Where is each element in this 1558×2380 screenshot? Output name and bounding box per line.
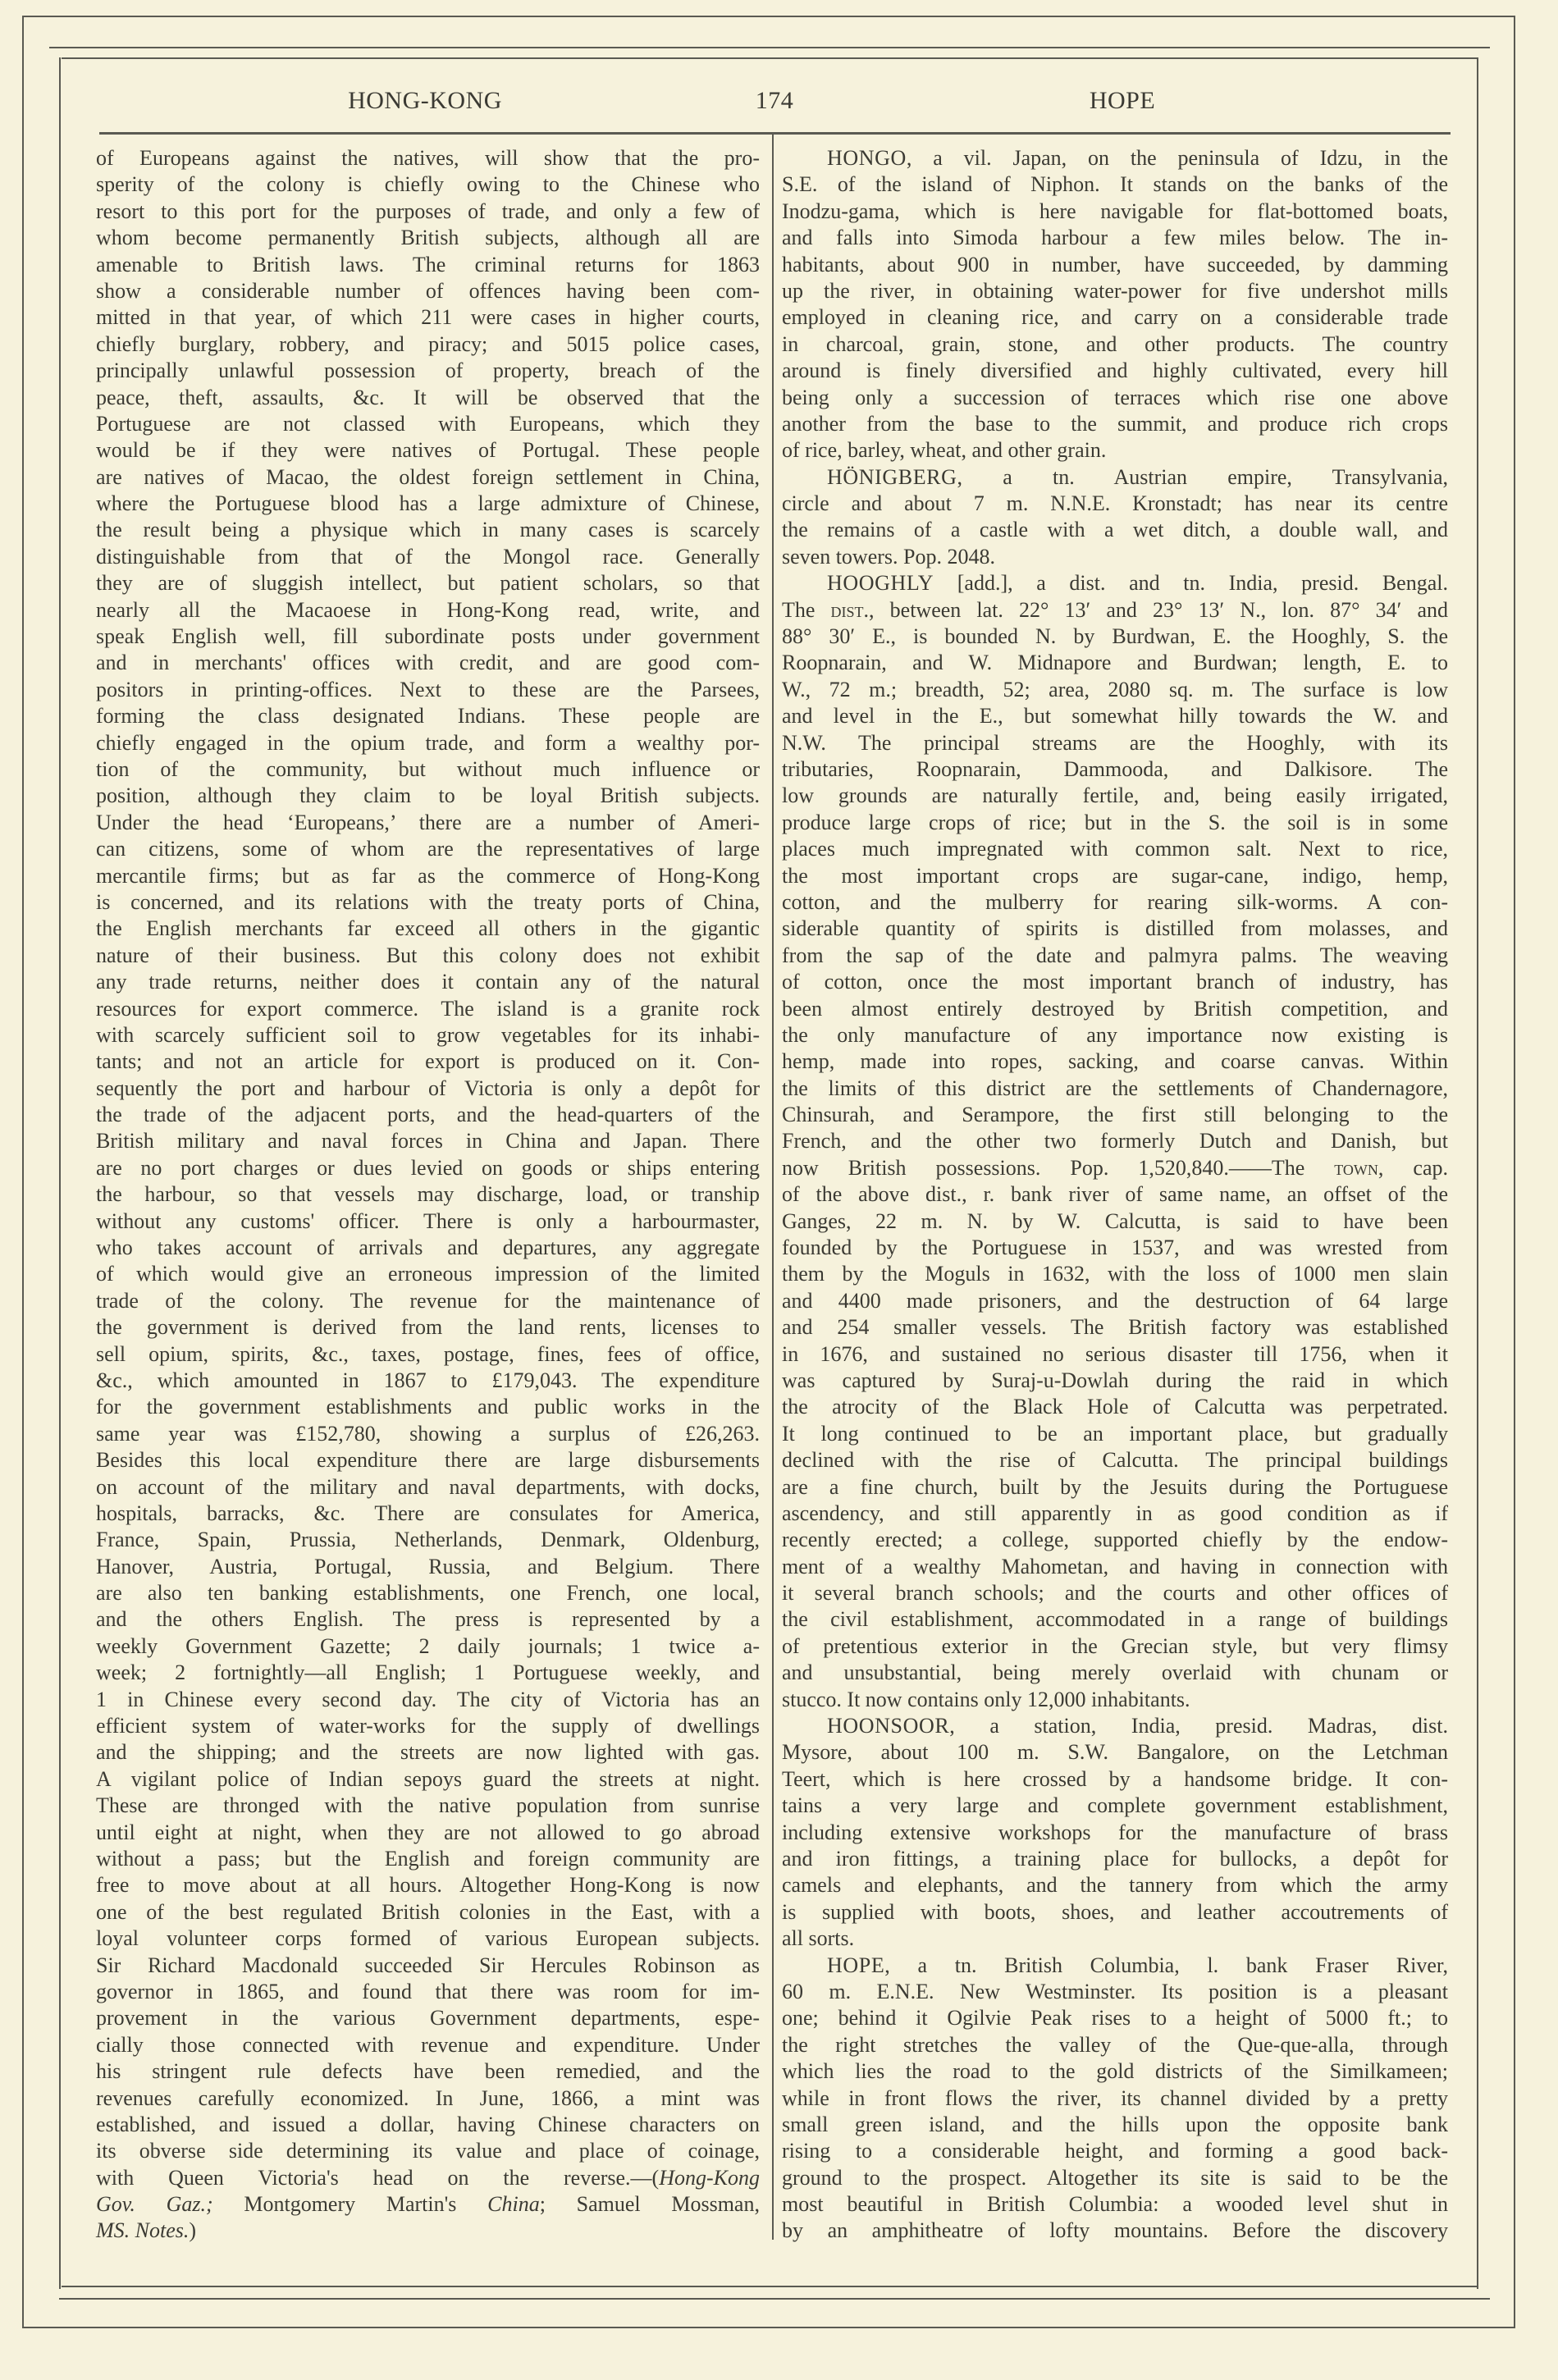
frame-inner-bottom	[62, 2286, 1478, 2287]
text-line: are a fine church, built by the Jesuits during the Portuguese	[782, 1474, 1448, 1499]
text-line: the most important crops are sugar-cane, indigo, hemp,	[782, 863, 1448, 888]
text-line: and in merchants' offices with credit, and are good com-	[96, 651, 760, 675]
text-line: one; behind it Ogilvie Peak rises to a height of 5000 ft.; to	[782, 2006, 1448, 2031]
column-divider	[772, 133, 774, 2240]
text-line: cotton, and the mulberry for rearing silk-worms. A con-	[782, 889, 1448, 914]
text-line: his stringent rule defects have been remedied, and the	[96, 2059, 760, 2084]
text-line: the only manufacture of any importance now existing is	[782, 1022, 1448, 1047]
frame-outer-right	[1514, 16, 1515, 2327]
text-line: most beautiful in British Columbia: a wooded level shut in	[782, 2192, 1448, 2217]
text-line: sperity of the colony is chiefly owing to the Chinese who	[96, 172, 760, 197]
entry-hnigberg	[782, 464, 1448, 571]
text-line: positors in printing-offices. Next to these are the Parsees,	[96, 677, 760, 701]
text-segment: ; Samuel Mossman,	[539, 2192, 760, 2217]
text-line: ment of a wealthy Mahometan, and having in connection with	[782, 1554, 1448, 1578]
text-line: resources for export commerce. The island is a granite rock	[96, 996, 760, 1021]
text-line: loyal volunteer corps formed of various European subjects.	[96, 1926, 760, 1951]
frame-outer-top	[22, 16, 1515, 17]
text-line: trade of the colony. The revenue for the maintenance of	[96, 1288, 760, 1313]
text-line: distinguishable from that of the Mongol race. Generally	[96, 544, 760, 569]
text-line	[96, 2165, 760, 2191]
text-line: one of the best regulated British colonies in the East, with a	[96, 1899, 760, 1924]
text-line: speak English well, fill subordinate posts under government	[96, 624, 760, 649]
text-line: where the Portuguese blood has a large admixture of Chinese,	[96, 491, 760, 516]
text-line: and unsubstantial, being merely overlaid with chunam or	[782, 1661, 1448, 1685]
text-line: hospitals, barracks, &c. There are consulates for America,	[96, 1501, 760, 1525]
text-line: founded by the Portuguese in 1537, and was wrested from	[782, 1236, 1448, 1260]
text-line: siderable quantity of spirits is distilled from molasses, and	[782, 916, 1448, 941]
text-segment: now British possessions. Pop. 1,520,840.——The	[782, 1155, 1335, 1180]
text-line: Sir Richard Macdonald succeeded Sir Hercules Robinson as	[96, 1953, 760, 1977]
text-line: resort to this port for the purposes of trade, and only a few of	[96, 199, 760, 223]
frame-outer-left	[22, 16, 24, 2327]
text-line: These are thronged with the native population from sunrise	[96, 1793, 760, 1818]
text-line: rising to a considerable height, and forming a good back-	[782, 2139, 1448, 2163]
text-line: established, and issued a dollar, having Chinese characters on	[96, 2112, 760, 2136]
text-line: It long continued to be an important place, but gradually	[782, 1421, 1448, 1446]
italic-citation: China	[487, 2192, 540, 2217]
text-line: and 254 smaller vessels. The British factory was established	[782, 1315, 1448, 1340]
text-line: seven towers. Pop. 2048.	[782, 544, 995, 569]
small-caps-term: dist.	[830, 597, 870, 622]
text-line: until eight at night, when they are not allowed to go abroad	[96, 1820, 760, 1844]
text-line: and 4400 made prisoners, and the destruction of 64 large	[782, 1288, 1448, 1313]
text-line: all sorts.	[782, 1926, 855, 1951]
text-line: low grounds are naturally fertile, and, being easily irrigated,	[782, 783, 1448, 808]
text-line: around is finely diversified and highly cultivated, every hill	[782, 359, 1448, 383]
text-line: was captured by Suraj-u-Dowlah during the raid in which	[782, 1368, 1448, 1392]
italic-citation: Gov. Gaz.;	[96, 2192, 213, 2217]
text-line: them by the Moguls in 1632, with the loss of 1000 men slain	[782, 1262, 1448, 1286]
text-line: tributaries, Roopnarain, Dammooda, and Dalkisore. The	[782, 756, 1448, 781]
text-line: of which would give an erroneous impression of the limited	[96, 1262, 760, 1286]
text-line: without a pass; but the English and foreign community are	[96, 1847, 760, 1871]
italic-citation: Hong-Kong	[659, 2165, 760, 2190]
text-line: French, and the other two formerly Dutch and Danish, but	[782, 1129, 1448, 1153]
text-line: 60 m. E.N.E. New Westminster. Its position is a pleasant	[782, 1979, 1448, 2003]
text-line: A vigilant police of Indian sepoys guard the streets at night.	[96, 1766, 760, 1791]
text-line: tants; and not an article for export is produced on it. Con-	[96, 1049, 760, 1074]
left-column	[96, 145, 760, 2245]
text-line: tains a very large and complete government establishment,	[782, 1793, 1448, 1818]
text-line: cially those connected with revenue and expenditure. Under	[96, 2032, 760, 2057]
text-line: in 1676, and sustained no serious disaster till 1756, when it	[782, 1341, 1448, 1366]
text-line: Inodzu-gama, which is here navigable for flat-bottomed boats,	[782, 199, 1448, 223]
text-segment: [add.], a dist. and tn. India, presid. Bengal.	[934, 571, 1448, 596]
text-line: and the shipping; and the streets are now lighted with gas.	[96, 1740, 760, 1765]
frame-inner-right	[1477, 57, 1478, 2289]
text-line: any trade returns, neither does it contain any of the natural	[96, 970, 760, 994]
text-line: is supplied with boots, shoes, and leather accoutrements of	[782, 1899, 1448, 1924]
text-line: from the sap of the date and palmyra palms. The weaving	[782, 943, 1448, 967]
text-line: are also ten banking establishments, one French, one local,	[96, 1581, 760, 1606]
text-line: of Europeans against the natives, will show that the pro-	[96, 146, 760, 170]
text-line	[782, 570, 1448, 596]
text-line: hemp, made into ropes, sacking, and coarse canvas. Within	[782, 1049, 1448, 1074]
text-line: by an amphitheatre of lofty mountains. Before the discovery	[782, 2218, 1448, 2243]
text-segment: , cap.	[1378, 1155, 1448, 1180]
text-segment: , a tn. British Columbia, l. bank Fraser River,	[884, 1953, 1448, 1977]
text-line: stucco. It now contains only 12,000 inhabitants.	[782, 1687, 1190, 1711]
frame-outer-bottom	[22, 2327, 1515, 2328]
text-line: the limits of this district are the settlements of Chandernagore,	[782, 1076, 1448, 1100]
text-line: camels and elephants, and the tannery from which the army	[782, 1873, 1448, 1898]
text-line: and level in the E., but somewhat hilly towards the W. and	[782, 704, 1448, 729]
text-line: of pretentious exterior in the Grecian style, but very flimsy	[782, 1633, 1448, 1658]
text-line: efficient system of water-works for the supply of dwellings	[96, 1714, 760, 1738]
headword: HOPE	[827, 1953, 885, 1977]
text-line	[782, 145, 1448, 171]
page-number: 174	[755, 87, 794, 114]
text-line: mercantile firms; but as far as the commerce of Hong-Kong	[96, 863, 760, 888]
text-line: up the river, in obtaining water-power for five undershot mills	[782, 278, 1448, 303]
text-line: the English merchants far exceed all others in the gigantic	[96, 916, 760, 941]
text-line: employed in cleaning rice, and carry on a considerable trade	[782, 305, 1448, 330]
text-line	[782, 597, 1448, 624]
text-segment: with Queen Victoria's head on the reverse.—(	[96, 2165, 660, 2190]
text-line: principally unlawful possession of property, breach of the	[96, 359, 760, 383]
right-column	[782, 145, 1448, 2245]
text-line: the atrocity of the Black Hole of Calcutta was perpetrated.	[782, 1395, 1448, 1419]
entry-hoonsoor	[782, 1713, 1448, 1953]
text-line: small green island, and the hills upon the opposite bank	[782, 2112, 1448, 2136]
text-line	[782, 1953, 1448, 1979]
text-line: governor in 1865, and found that there was room for im-	[96, 1979, 760, 2003]
text-line: of cotton, once the most important branch of industry, has	[782, 970, 1448, 994]
text-line: show a considerable number of offences having been com-	[96, 278, 760, 303]
text-line: forming the class designated Indians. These people are	[96, 704, 760, 729]
text-line: for the government establishments and public works in the	[96, 1395, 760, 1419]
headword: HÖNIGBERG	[827, 464, 957, 489]
text-line: S.E. of the island of Niphon. It stands on the banks of the	[782, 172, 1448, 197]
text-line: Roopnarain, and W. Midnapore and Burdwan; length, E. to	[782, 651, 1448, 675]
text-line: it several branch schools; and the courts and other offices of	[782, 1581, 1448, 1606]
headword: HOONSOOR	[827, 1714, 950, 1738]
text-line: Besides this local expenditure there are large disbursements	[96, 1448, 760, 1473]
entry-continuation	[96, 145, 760, 2245]
text-line: another from the base to the summit, and produce rich crops	[782, 411, 1448, 436]
header-rule	[99, 132, 1451, 135]
text-line: the harbour, so that vessels may discharge, load, or tranship	[96, 1182, 760, 1207]
text-line: in charcoal, grain, stone, and other products. The country	[782, 331, 1448, 356]
text-line: the civil establishment, accommodated in a range of buildings	[782, 1607, 1448, 1632]
text-segment: , between lat. 22° 13′ and 23° 13′ N., lon. 87° 34′ and	[869, 597, 1448, 622]
text-line: on account of the military and naval departments, with docks,	[96, 1474, 760, 1499]
text-line	[96, 2191, 760, 2218]
entry-hongo	[782, 145, 1448, 464]
text-segment: Montgomery Martin's	[212, 2192, 488, 2217]
text-line: without any customs' officer. There is only a harbourmaster,	[96, 1208, 760, 1233]
text-line: nature of their business. But this colony does not exhibit	[96, 943, 760, 967]
text-line: is concerned, and its relations with the treaty ports of China,	[96, 889, 760, 914]
text-line: recently erected; a college, supported chiefly by the endow-	[782, 1528, 1448, 1552]
text-segment: , a station, India, presid. Madras, dist.	[949, 1714, 1448, 1738]
text-line: whom become permanently British subjects, although all are	[96, 226, 760, 250]
running-head-left: HONG-KONG	[348, 87, 502, 114]
text-segment: , a tn. Austrian empire, Transylvania,	[957, 464, 1448, 489]
text-line: circle and about 7 m. N.N.E. Kronstadt; has near its centre	[782, 491, 1448, 516]
text-line: sell opium, spirits, &c., taxes, postage, fines, fees of office,	[96, 1341, 760, 1366]
entry-hooghly	[782, 570, 1448, 1713]
text-line: same year was £152,780, showing a surplus of £26,263.	[96, 1421, 760, 1446]
text-line: its obverse side determining its value and place of coinage,	[96, 2139, 760, 2163]
text-line: Chinsurah, and Serampore, the first still belonging to the	[782, 1103, 1448, 1127]
text-line: places much impregnated with common salt. Next to rice,	[782, 837, 1448, 861]
frame-inner-top	[62, 57, 1478, 59]
text-line: France, Spain, Prussia, Netherlands, Denmark, Oldenburg,	[96, 1528, 760, 1552]
text-line	[782, 1713, 1448, 1739]
text-line: and the others English. The press is represented by a	[96, 1607, 760, 1632]
text-line	[782, 1155, 1448, 1181]
text-line: are no port charges or dues levied on goods or ships entering	[96, 1155, 760, 1180]
text-line: Portuguese are not classed with Europeans, which they	[96, 411, 760, 436]
text-line: Mysore, about 100 m. S.W. Bangalore, on the Letchman	[782, 1740, 1448, 1765]
text-line: the right stretches the valley of the Que-que-alla, through	[782, 2032, 1448, 2057]
frame-middle-bottom	[59, 2298, 1490, 2300]
text-line: ascendency, and still apparently in as good condition as if	[782, 1501, 1448, 1525]
text-line: Hanover, Austria, Portugal, Russia, and Belgium. There	[96, 1554, 760, 1578]
text-line: weekly Government Gazette; 2 daily journals; 1 twice a-	[96, 1633, 760, 1658]
text-line: can citizens, some of whom are the representatives of large	[96, 837, 760, 861]
text-line: ground to the prospect. Altogether its site is said to be the	[782, 2165, 1448, 2190]
text-line: who takes account of arrivals and departures, any aggregate	[96, 1236, 760, 1260]
text-line: and iron fittings, a training place for bullocks, a depôt for	[782, 1847, 1448, 1871]
text-line: chiefly burglary, robbery, and piracy; and 5015 police cases,	[96, 331, 760, 356]
text-line: of the above dist., r. bank river of same name, an offset of the	[782, 1182, 1448, 1207]
headword: HOOGHLY	[827, 571, 934, 596]
italic-citation: MS. Notes.	[96, 2218, 190, 2243]
text-line: habitants, about 900 in number, have succeeded, by damming	[782, 252, 1448, 276]
text-line: peace, theft, assaults, &c. It will be observed that the	[96, 385, 760, 409]
text-line: the trade of the adjacent ports, and the head-quarters of the	[96, 1103, 760, 1127]
text-line: British military and naval forces in China and Japan. There	[96, 1129, 760, 1153]
text-line: Teert, which is here crossed by a handsome bridge. It con-	[782, 1766, 1448, 1791]
frame-middle-top	[49, 47, 1490, 48]
text-line: position, although they claim to be loyal British subjects.	[96, 783, 760, 808]
text-line: Ganges, 22 m. N. by W. Calcutta, is said to have been	[782, 1208, 1448, 1233]
text-line: chiefly engaged in the opium trade, and form a wealthy por-	[96, 730, 760, 755]
text-line: amenable to British laws. The criminal returns for 1863	[96, 252, 760, 276]
text-line: with scarcely sufficient soil to grow vegetables for its inhabi-	[96, 1022, 760, 1047]
text-line: sequently the port and harbour of Victoria is only a depôt for	[96, 1076, 760, 1100]
text-line: and falls into Simoda harbour a few miles below. The in-	[782, 226, 1448, 250]
text-line: which lies the road to the gold districts of the Similkameen;	[782, 2059, 1448, 2084]
text-line: the government is derived from the land rents, licenses to	[96, 1315, 760, 1340]
text-line: provement in the various Government departments, espe-	[96, 2006, 760, 2031]
small-caps-term: town	[1334, 1155, 1378, 1180]
text-line: the remains of a castle with a wet ditch, a double wall, and	[782, 518, 1448, 542]
text-line: mitted in that year, of which 211 were cases in higher courts,	[96, 305, 760, 330]
text-line: been almost entirely destroyed by British competition, and	[782, 996, 1448, 1021]
text-line: revenues carefully economized. In June, 1866, a mint was	[96, 2085, 760, 2110]
text-segment: )	[189, 2218, 197, 2243]
text-line: N.W. The principal streams are the Hooghly, with its	[782, 730, 1448, 755]
text-line: while in front flows the river, its channel divided by a pretty	[782, 2085, 1448, 2110]
running-head-right: HOPE	[1089, 87, 1156, 114]
text-line: are natives of Macao, the oldest foreign settlement in China,	[96, 464, 760, 489]
text-line: Under the head ‘Europeans,’ there are a number of Ameri-	[96, 810, 760, 834]
text-line: 88° 30′ E., is bounded N. by Burdwan, E. the Hooghly, S. the	[782, 624, 1448, 649]
entry-hope	[782, 1953, 1448, 2245]
text-line: nearly all the Macaoese in Hong-Kong read, write, and	[96, 597, 760, 622]
text-line: &c., which amounted in 1867 to £179,043. The expenditure	[96, 1368, 760, 1392]
text-line: 1 in Chinese every second day. The city of Victoria has an	[96, 1687, 760, 1711]
text-line: free to move about at all hours. Altogether Hong-Kong is now	[96, 1873, 760, 1898]
text-segment: The	[782, 597, 831, 622]
frame-inner-left	[59, 57, 61, 2289]
text-line: produce large crops of rice; but in the S. the soil is in some	[782, 810, 1448, 834]
text-line: the result being a physique which in many cases is scarcely	[96, 518, 760, 542]
text-line: W., 72 m.; breadth, 52; area, 2080 sq. m. The surface is low	[782, 677, 1448, 701]
text-line: being only a succession of terraces which rise one above	[782, 385, 1448, 409]
text-line: they are of sluggish intellect, but patient scholars, so that	[96, 571, 760, 596]
text-segment: , a vil. Japan, on the peninsula of Idzu, in the	[906, 146, 1448, 170]
headword: HONGO	[827, 146, 907, 170]
text-line: of rice, barley, wheat, and other grain.	[782, 438, 1107, 463]
text-line: including extensive workshops for the manufacture of brass	[782, 1820, 1448, 1844]
text-line: would be if they were natives of Portugal. These people	[96, 438, 760, 463]
text-line	[782, 464, 1448, 491]
text-line	[96, 2218, 760, 2244]
text-line: declined with the rise of Calcutta. The principal buildings	[782, 1448, 1448, 1473]
text-line: week; 2 fortnightly—all English; 1 Portuguese weekly, and	[96, 1661, 760, 1685]
text-line: tion of the community, but without much influence or	[96, 756, 760, 781]
